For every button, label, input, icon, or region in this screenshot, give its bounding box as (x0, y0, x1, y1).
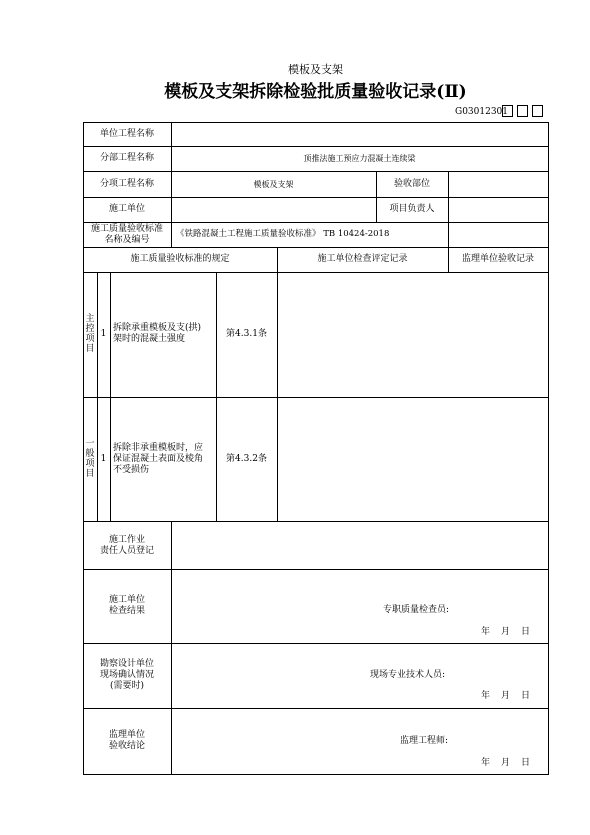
tech-person-label: 现场专业技术人员: (370, 670, 446, 680)
construction-unit-label: 施工单位 (108, 204, 145, 214)
sub-project-label: 分部工程名称 (99, 153, 154, 163)
unit-project-field[interactable] (175, 129, 545, 140)
design-date-month: 月 (501, 691, 511, 701)
design-label-line3: (需要时) (109, 681, 145, 691)
supervisor-label-line2: 验收结论 (108, 741, 145, 751)
acceptance-part-field[interactable] (452, 179, 544, 190)
responsible-field[interactable] (172, 522, 548, 569)
contractor-date-day: 日 (521, 627, 531, 637)
standard-field[interactable]: 《铁路混凝土工程施工质量验收标准》 TB 10424-2018 (176, 229, 390, 239)
item-project-field[interactable]: 模板及支架 (253, 180, 294, 189)
main-control-requirement-line1: 拆除承重模板及支(拱) (113, 323, 202, 333)
col-supervisor-record-header: 监理单位验收记录 (461, 254, 534, 264)
general-item-no: 1 (100, 454, 107, 464)
col-contractor-check-header: 施工单位检查评定记录 (317, 254, 408, 264)
standard-label-line1: 施工质量验收标准 (90, 224, 163, 234)
general-section-label: 一般项目 (85, 439, 95, 479)
project-manager-label: 项目负责人 (389, 204, 435, 214)
responsible-label-line2: 责任人员登记 (99, 546, 154, 556)
code-box-1[interactable] (502, 105, 513, 117)
design-label-line1: 勘察设计单位 (99, 659, 154, 669)
unit-project-label: 单位工程名称 (99, 129, 154, 139)
design-label-line2: 现场确认情况 (99, 670, 154, 680)
project-manager-field[interactable] (452, 204, 544, 215)
general-contractor-cell[interactable] (278, 398, 448, 521)
main-control-supervisor-cell[interactable] (449, 273, 548, 397)
general-supervisor-cell[interactable] (449, 398, 548, 521)
supervisor-date-year: 年 (481, 758, 491, 768)
design-date-day: 日 (521, 691, 531, 701)
construction-unit-field[interactable] (175, 204, 373, 215)
item-project-label: 分项工程名称 (99, 179, 154, 189)
form-code: G03012301 (455, 107, 508, 117)
contractor-date-year: 年 (481, 627, 491, 637)
general-clause: 第4.3.2条 (226, 454, 267, 464)
supervisor-date-day: 日 (521, 758, 531, 768)
main-control-clause: 第4.3.1条 (226, 329, 267, 339)
main-control-contractor-cell[interactable] (278, 273, 448, 397)
sub-project-field[interactable]: 顶推法施工预应力混凝土连续梁 (303, 154, 416, 163)
responsible-label-line1: 施工作业 (108, 535, 145, 545)
supervisor-date-month: 月 (501, 758, 511, 768)
main-control-requirement-line2: 架时的混凝土强度 (113, 334, 186, 344)
quality-inspector-label: 专职质量检查员: (383, 605, 450, 615)
form-title: 模板及支架拆除检验批质量验收记录(Ⅱ) (164, 82, 467, 102)
general-requirement-line1: 拆除非承重模板时，应 (113, 443, 204, 453)
acceptance-part-label: 验收部位 (393, 179, 430, 189)
supervisor-label-line1: 监理单位 (108, 730, 145, 740)
contractor-date-month: 月 (501, 627, 511, 637)
col-spec-header: 施工质量验收标准的规定 (130, 254, 230, 264)
main-control-item-no: 1 (100, 329, 107, 339)
design-date-year: 年 (481, 691, 491, 701)
main-control-section-label: 主控项目 (85, 314, 95, 354)
general-requirement-line2: 保证混凝土表面及棱角 (113, 454, 204, 464)
supervising-engineer-label: 监理工程师: (400, 736, 449, 746)
code-box-2[interactable] (517, 105, 528, 117)
contractor-result-label-line2: 检查结果 (108, 606, 145, 616)
general-requirement-line3: 不受损伤 (113, 465, 150, 475)
form-subtitle: 模板及支架 (288, 63, 343, 76)
contractor-result-label-line1: 施工单位 (108, 595, 145, 605)
code-box-3[interactable] (532, 105, 543, 117)
standard-label-line2: 名称及编号 (104, 235, 150, 245)
